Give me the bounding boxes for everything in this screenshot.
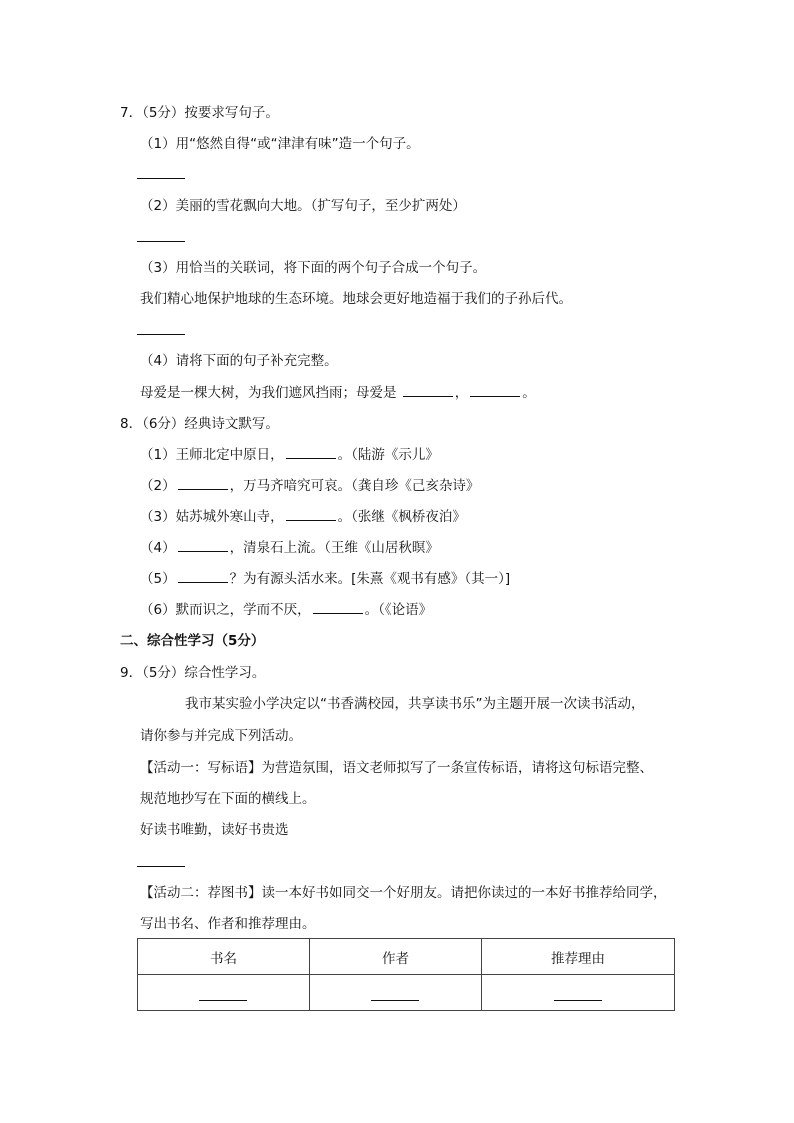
inline-blank[interactable] [403, 384, 453, 397]
poem-source: 。（《论语》 [364, 602, 433, 618]
answer-blank[interactable] [371, 986, 419, 1001]
q9-intro-line1: 我市某实验小学决定以“书香满校园，共享读书乐”为主题开展一次读书活动， [185, 696, 645, 712]
poem-text: （2） [140, 478, 176, 494]
answer-blank[interactable] [137, 241, 185, 242]
q9-activity2-line2: 写出书名、作者和推荐理由。 [140, 916, 316, 932]
inline-blank[interactable] [313, 601, 363, 614]
q8-line3 [140, 508, 466, 526]
q9-title: 9．（5分）综合性学习。 [120, 665, 266, 681]
period: 。 [522, 385, 536, 401]
table-row [138, 975, 675, 1011]
poem-text: （4） [140, 540, 176, 556]
q7-title: 7．（5分）按要求写句子。 [120, 105, 279, 121]
q8-line4 [140, 539, 439, 557]
q8-line5 [140, 570, 510, 588]
author-cell[interactable] [309, 975, 481, 1011]
poem-text: （6）默而识之，学而不厌， [140, 602, 311, 618]
inline-blank[interactable] [178, 477, 228, 490]
table-header-row [138, 939, 675, 975]
inline-blank[interactable] [178, 539, 228, 552]
header-reason: 推荐理由 [481, 939, 674, 975]
q8-line1 [140, 446, 439, 464]
answer-blank[interactable] [137, 178, 185, 179]
q7-part4-text [140, 384, 536, 402]
answer-blank[interactable] [199, 986, 247, 1001]
answer-blank[interactable] [554, 986, 602, 1001]
poem-source: 。（陆游《示儿》 [337, 447, 439, 463]
inline-blank[interactable] [286, 446, 336, 459]
answer-blank[interactable] [137, 334, 185, 335]
header-author: 作者 [309, 939, 481, 975]
q7-part3: （3）用恰当的关联词，将下面的两个句子合成一个句子。 [140, 260, 487, 276]
q7-part1: （1）用“悠然自得“或“津津有味”造一个句子。 [140, 136, 420, 152]
section-heading: 二、综合性学习（5分） [120, 633, 265, 649]
q8-line2 [140, 477, 479, 495]
reason-cell[interactable] [481, 975, 674, 1011]
q8-line6 [140, 601, 432, 619]
book-recommendation-table [137, 938, 675, 1011]
inline-blank[interactable] [470, 384, 520, 397]
poem-text: （1）王师北定中原日， [140, 447, 284, 463]
poem-source: ，万马齐喑究可哀。（龚自珍《己亥杂诗》 [229, 478, 480, 494]
poem-text: （5） [140, 571, 176, 587]
q9-slogan: 好读书唯勤，读好书贵选 [140, 822, 289, 838]
answer-blank[interactable] [137, 866, 185, 867]
q9-intro-line2: 请你参与并完成下列活动。 [140, 728, 302, 744]
poem-source: 。（张继《枫桥夜泊》 [337, 509, 466, 525]
header-book-title: 书名 [138, 939, 310, 975]
q7-part4-a: 母爱是一棵大树，为我们遮风挡雨；母爱是 [140, 385, 397, 401]
book-title-cell[interactable] [138, 975, 310, 1011]
poem-source: ，清泉石上流。（王维《山居秋暝》 [229, 540, 439, 556]
q7-part2: （2）美丽的雪花飘向大地。（扩写句子，至少扩两处） [140, 198, 466, 214]
comma: ， [454, 385, 469, 401]
q8-title: 8．（6分）经典诗文默写。 [120, 416, 279, 432]
q7-part4: （4）请将下面的句子补充完整。 [140, 353, 338, 369]
q9-activity1-line2: 规范地抄写在下面的横线上。 [140, 791, 316, 807]
q7-part3-text: 我们精心地保护地球的生态环境。地球会更好地造福于我们的子孙后代。 [140, 291, 572, 307]
inline-blank[interactable] [286, 508, 336, 521]
q9-activity2-line1: 【活动二：荐图书】读一本好书如同交一个好朋友。请把你读过的一本好书推荐给同学， [140, 885, 667, 901]
poem-source: ？为有源头活水来。[朱熹《观书有感》（其一）] [229, 571, 511, 587]
q9-activity1-line1: 【活动一：写标语】为营造氛围，语文老师拟写了一条宣传标语，请将这句标语完整、 [140, 760, 653, 776]
poem-text: （3）姑苏城外寒山寺， [140, 509, 284, 525]
inline-blank[interactable] [178, 570, 228, 583]
